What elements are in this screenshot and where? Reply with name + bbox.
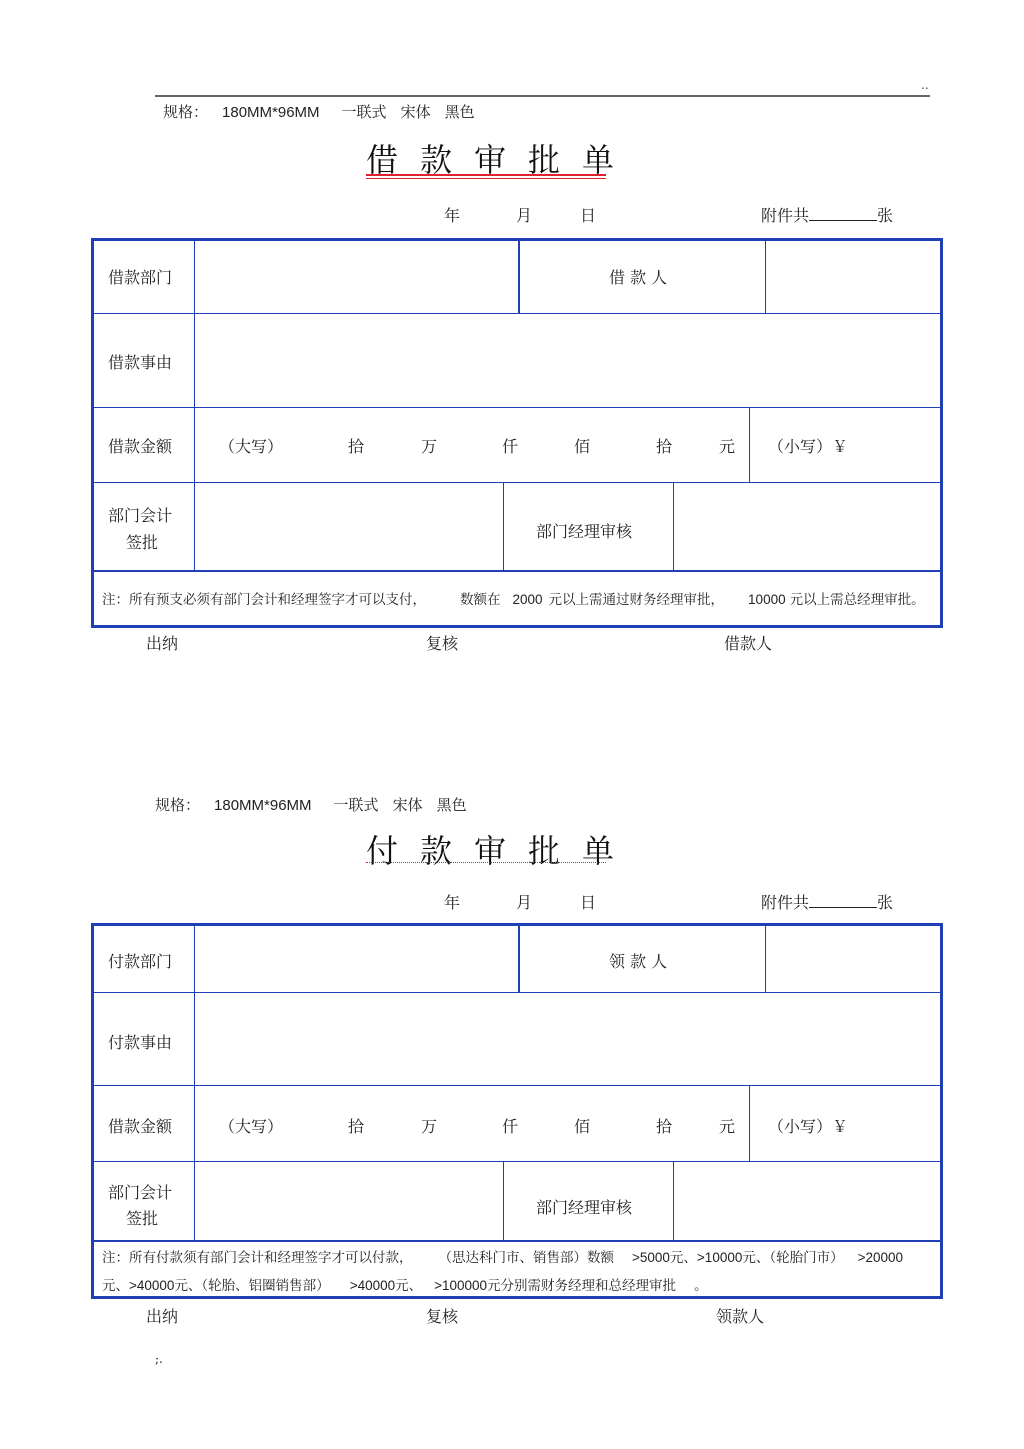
- attach-suffix: 张: [877, 893, 894, 912]
- unit-shi-2: 拾: [656, 1117, 673, 1136]
- unit-wan: 万: [421, 1117, 438, 1136]
- footer-borrower: 借款人: [724, 634, 773, 653]
- note-text: 元、（轮胎、铝圈销售部）: [174, 1278, 330, 1294]
- unit-shi: 拾: [348, 1117, 365, 1136]
- footer-cashier: 出纳: [146, 1307, 179, 1326]
- dept-accountant-label-2: 签批: [126, 1209, 159, 1228]
- col-divider: [518, 926, 520, 993]
- note-text: （思达科门市、销售部）数额: [438, 1250, 614, 1266]
- unit-qian: 仟: [502, 437, 519, 456]
- col-divider: [194, 926, 195, 1241]
- manager-review-label: 部门经理审核: [536, 522, 633, 541]
- spec-size: 180MM*96MM: [222, 104, 320, 121]
- spec-copies: 一联式: [333, 796, 379, 814]
- form2-title: 付款审批单: [366, 832, 637, 870]
- note-text: 元以上需通过财务经理审批，: [548, 592, 725, 608]
- unit-bai: 佰: [574, 437, 591, 456]
- col-divider: [194, 241, 195, 571]
- row-divider: [94, 570, 940, 572]
- dept-accountant-label: 部门会计: [108, 1183, 173, 1202]
- attach-blank[interactable]: [809, 893, 877, 908]
- unit-yuan: 元: [719, 1117, 736, 1136]
- bottom-mark: ;.: [155, 1352, 163, 1366]
- form2-note-line2: [102, 1274, 708, 1294]
- payee-field[interactable]: [767, 927, 939, 992]
- note-text: 元、: [669, 1250, 697, 1266]
- title-underline: [366, 174, 606, 176]
- col-divider: [673, 1162, 674, 1241]
- spec-font: 宋体: [392, 796, 423, 814]
- borrow-reason-label: 借款事由: [108, 353, 173, 372]
- title-underline: [366, 862, 606, 863]
- spec-line-1: [163, 101, 489, 122]
- attachment-count[interactable]: [761, 890, 893, 913]
- row-divider: [94, 992, 940, 993]
- amount-lower-label[interactable]: （小写）￥: [768, 437, 849, 456]
- spec-color: 黑色: [436, 796, 467, 814]
- manager-review-label: 部门经理审核: [536, 1198, 633, 1217]
- unit-yuan: 元: [719, 437, 736, 456]
- note-text: 元、: [102, 1278, 129, 1294]
- borrow-amount-label: 借款金额: [108, 437, 173, 456]
- spec-label: 规格：: [155, 796, 201, 814]
- note-text: 注：所有预支必须有部门会计和经理签字才可以支付，: [102, 592, 426, 608]
- pay-reason-label: 付款事由: [108, 1033, 173, 1052]
- unit-shi-2: 拾: [656, 437, 673, 456]
- footer-review: 复核: [426, 634, 459, 653]
- footer-cashier: 出纳: [146, 634, 179, 653]
- amount-upper-label: （大写）: [219, 437, 284, 456]
- date-day: 日: [580, 206, 597, 225]
- dept-accountant-label: 部门会计: [108, 506, 173, 525]
- footer-review: 复核: [426, 1307, 459, 1326]
- col-divider: [765, 241, 766, 314]
- unit-shi: 拾: [348, 437, 365, 456]
- attachment-count[interactable]: [761, 203, 893, 226]
- unit-wan: 万: [421, 437, 438, 456]
- corner-mark: ..: [921, 78, 929, 92]
- row-divider: [94, 1240, 940, 1242]
- title-underline-2: [366, 178, 606, 179]
- spec-label: 规格：: [163, 103, 209, 121]
- spec-size: 180MM*96MM: [214, 797, 312, 814]
- attach-prefix: 附件共: [761, 893, 810, 912]
- note-text: 注：所有付款须有部门会计和经理签字才可以付款，: [102, 1250, 413, 1266]
- form1-note: [102, 588, 925, 608]
- note-number: >100000: [434, 1278, 488, 1293]
- note-text: 。: [694, 1278, 708, 1294]
- note-text: 元分别需财务经理和总经理审批: [487, 1278, 677, 1294]
- borrower-label: 借 款 人: [609, 268, 668, 287]
- dept-accountant-label-2: 签批: [126, 533, 159, 552]
- amount-lower-label[interactable]: （小写）￥: [768, 1117, 849, 1136]
- accountant-sign-field[interactable]: [196, 484, 502, 570]
- date-month: 月: [516, 206, 533, 225]
- attach-blank[interactable]: [809, 206, 877, 221]
- pay-amount-label: 借款金额: [108, 1117, 173, 1136]
- note-text: 元以上需总经理审批。: [789, 592, 925, 608]
- form2-note-line1: [102, 1246, 903, 1266]
- col-divider: [749, 408, 750, 483]
- note-number: 10000: [748, 592, 786, 607]
- spec-color: 黑色: [444, 103, 475, 121]
- note-number: >20000: [857, 1250, 904, 1265]
- borrow-dept-label: 借款部门: [108, 268, 173, 287]
- spec-font: 宋体: [400, 103, 431, 121]
- accountant-sign-field[interactable]: [196, 1163, 502, 1240]
- footer-payee: 领款人: [716, 1307, 765, 1326]
- spec-copies: 一联式: [341, 103, 387, 121]
- unit-qian: 仟: [502, 1117, 519, 1136]
- row-divider: [94, 313, 940, 314]
- note-number: 2000: [512, 592, 543, 607]
- borrower-field[interactable]: [767, 242, 939, 313]
- attach-suffix: 张: [877, 206, 894, 225]
- amount-upper-label: （大写）: [219, 1117, 284, 1136]
- col-divider: [749, 1086, 750, 1161]
- pay-dept-label: 付款部门: [108, 952, 173, 971]
- row-divider: [94, 1085, 940, 1086]
- col-divider: [518, 241, 520, 314]
- date-year: 年: [444, 893, 461, 912]
- borrow-reason-field[interactable]: [196, 315, 939, 407]
- date-month: 月: [516, 893, 533, 912]
- note-text: 数额在: [460, 592, 501, 608]
- manager-review-field[interactable]: [675, 1163, 939, 1240]
- date-day: 日: [580, 893, 597, 912]
- header-rule: [155, 95, 930, 97]
- col-divider: [503, 483, 504, 571]
- note-number: >5000: [632, 1250, 670, 1265]
- form1-title: 借款审批单: [366, 141, 637, 179]
- col-divider: [765, 926, 766, 993]
- row-divider: [94, 407, 940, 408]
- spec-line-2: [155, 794, 481, 815]
- pay-dept-field[interactable]: [196, 927, 518, 992]
- unit-bai: 佰: [574, 1117, 591, 1136]
- manager-review-field[interactable]: [675, 484, 939, 570]
- row-divider: [94, 482, 940, 483]
- col-divider: [503, 1162, 504, 1241]
- note-number: >10000: [696, 1250, 743, 1265]
- payee-label: 领 款 人: [609, 952, 668, 971]
- row-divider: [94, 1161, 940, 1162]
- date-year: 年: [444, 206, 461, 225]
- pay-reason-field[interactable]: [196, 994, 939, 1085]
- attach-prefix: 附件共: [761, 206, 810, 225]
- note-text: 元、（轮胎门市）: [742, 1250, 844, 1266]
- col-divider: [673, 483, 674, 571]
- note-number: >40000: [129, 1278, 175, 1293]
- note-text: 元、: [395, 1278, 423, 1294]
- borrow-dept-field[interactable]: [196, 242, 518, 313]
- note-number: >40000: [349, 1278, 396, 1293]
